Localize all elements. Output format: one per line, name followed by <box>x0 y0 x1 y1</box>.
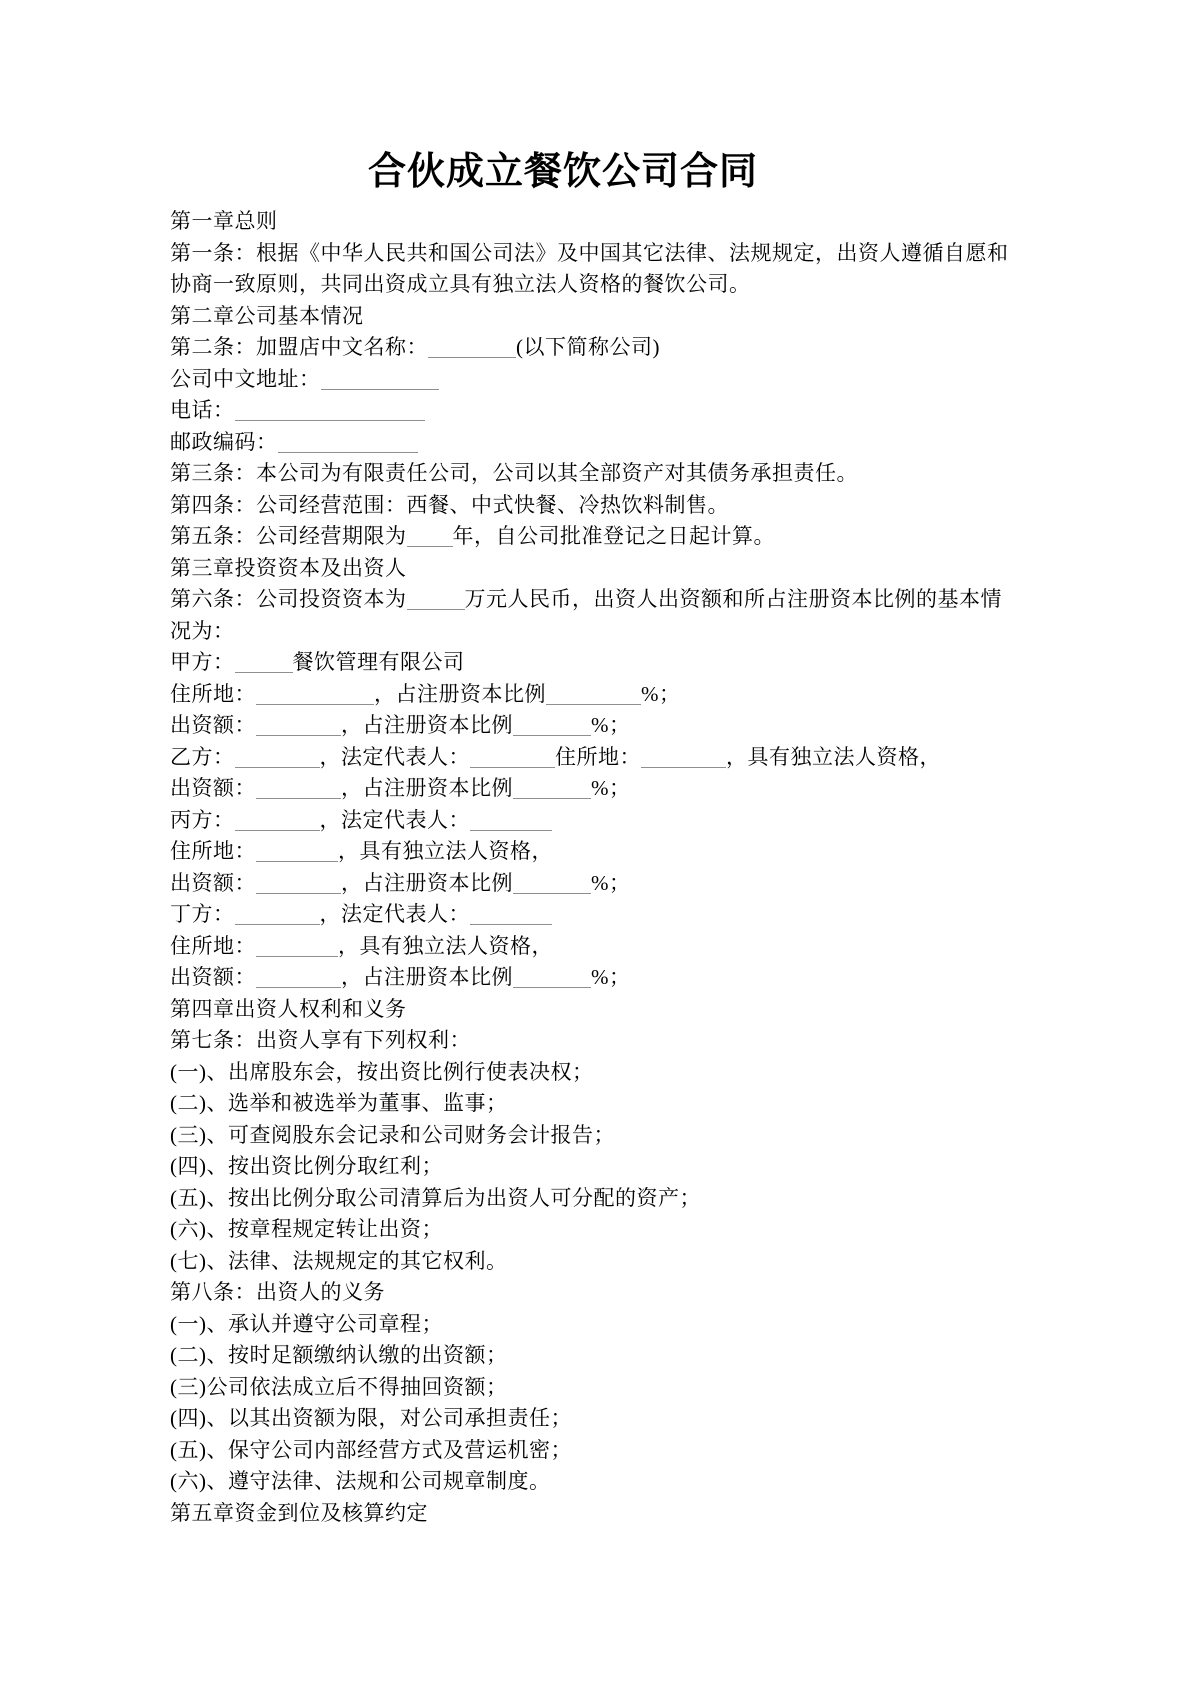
doc-line <box>170 1498 1020 1530</box>
doc-text: 第一章总则 <box>170 209 278 233</box>
doc-text: 第二章公司基本情况 <box>170 303 364 328</box>
blank-field <box>256 872 341 894</box>
doc-text: 住所地： <box>170 839 256 863</box>
doc-line <box>170 395 1020 427</box>
doc-line <box>170 836 1020 868</box>
doc-text: 乙方： <box>170 744 235 769</box>
doc-text: 出资额： <box>170 965 256 989</box>
doc-text: (七)、法律、法规规定的其它权利。 <box>170 1248 508 1273</box>
blank-field <box>235 746 320 768</box>
doc-text: ，占注册资本比例 <box>341 965 513 989</box>
blank-field <box>235 399 425 421</box>
doc-line <box>170 1120 1020 1152</box>
doc-text: (一)、出席股东会，按出资比例行使表决权； <box>170 1059 594 1084</box>
doc-text: 住所地： <box>170 681 256 706</box>
doc-line <box>170 427 1020 459</box>
doc-text: 第五章资金到位及核算约定 <box>170 1500 428 1525</box>
blank-field <box>470 746 555 768</box>
doc-line <box>170 679 1020 711</box>
doc-line <box>170 521 1020 553</box>
doc-text: ，法定代表人： <box>319 807 470 832</box>
blank-field <box>256 966 341 988</box>
doc-text: 出资额： <box>170 870 256 895</box>
doc-text: 公司中文地址： <box>170 366 321 391</box>
doc-text: 第七条：出资人享有下列权利： <box>170 1028 471 1052</box>
doc-line <box>170 332 1020 364</box>
blank-field <box>235 651 293 673</box>
doc-line <box>170 1025 1020 1057</box>
doc-line <box>170 1435 1020 1467</box>
blank-field <box>321 368 439 390</box>
doc-text: ，法定代表人： <box>319 744 470 769</box>
doc-text: 况为： <box>170 618 235 643</box>
doc-text: 第八条：出资人的义务 <box>170 1280 385 1304</box>
doc-text: 出资额： <box>170 713 256 737</box>
doc-line <box>170 899 1020 931</box>
doc-line <box>170 301 1020 333</box>
doc-text: 第四章出资人权利和义务 <box>170 996 407 1021</box>
doc-line <box>170 206 1020 238</box>
doc-text: (四)、以其出资额为限，对公司承担责任； <box>170 1406 572 1430</box>
blank-field <box>428 336 516 358</box>
doc-text: (三)、可查阅股东会记录和公司财务会计报告； <box>170 1122 615 1147</box>
blank-field <box>256 714 341 736</box>
blank-field <box>407 588 465 610</box>
doc-text: %； <box>591 713 631 737</box>
doc-text: %； <box>591 870 631 895</box>
doc-text: ，占注册资本比例 <box>341 776 513 800</box>
doc-text: 万元人民币，出资人出资额和所占注册资本比例的基本情 <box>464 587 1002 611</box>
doc-text: (三)公司依法成立后不得抽回资额； <box>170 1374 508 1399</box>
doc-line <box>170 553 1020 585</box>
doc-line <box>170 1309 1020 1341</box>
doc-line <box>170 868 1020 900</box>
doc-line <box>170 1277 1020 1309</box>
doc-text: (二)、选举和被选举为董事、监事； <box>170 1091 508 1115</box>
doc-text: 协商一致原则，共同出资成立具有独立法人资格的餐饮公司。 <box>170 272 751 296</box>
doc-text: (四)、按出资比例分取红利； <box>170 1154 443 1178</box>
doc-line <box>170 1214 1020 1246</box>
doc-line <box>170 1183 1020 1215</box>
doc-text: %； <box>591 776 631 800</box>
doc-line <box>170 1466 1020 1498</box>
doc-text: 甲方： <box>170 650 235 674</box>
doc-text: (五)、保守公司内部经营方式及营运机密； <box>170 1437 572 1462</box>
blank-field <box>513 872 591 894</box>
doc-text: ，占注册资本比例 <box>374 681 546 706</box>
blank-field <box>513 714 591 736</box>
doc-text: (五)、按出比例分取公司清算后为出资人可分配的资产； <box>170 1185 701 1210</box>
doc-text: 餐饮管理有限公司 <box>292 650 465 674</box>
doc-text: 住所地： <box>555 744 641 769</box>
blank-field <box>470 809 552 831</box>
doc-text: %； <box>591 965 631 989</box>
doc-text: 邮政编码： <box>170 429 278 454</box>
doc-line <box>170 1151 1020 1183</box>
doc-text: 住所地： <box>170 933 256 958</box>
doc-line <box>170 1372 1020 1404</box>
doc-line <box>170 742 1020 774</box>
doc-line <box>170 616 1020 648</box>
doc-line <box>170 994 1020 1026</box>
doc-line <box>170 1340 1020 1372</box>
doc-line <box>170 490 1020 522</box>
doc-line <box>170 1246 1020 1278</box>
doc-text: (一)、承认并遵守公司章程； <box>170 1311 443 1336</box>
doc-text: ，法定代表人： <box>319 902 470 926</box>
doc-line <box>170 458 1020 490</box>
document-body <box>170 206 1020 1529</box>
doc-line <box>170 1057 1020 1089</box>
doc-line <box>170 269 1020 301</box>
doc-line <box>170 773 1020 805</box>
doc-text: 出资额： <box>170 776 256 800</box>
doc-text: ，占注册资本比例 <box>341 713 513 737</box>
blank-field <box>407 525 453 547</box>
doc-text: 第三条：本公司为有限责任公司，公司以其全部资产对其债务承担责任。 <box>170 461 858 485</box>
doc-text: ，占注册资本比例 <box>341 870 513 895</box>
doc-text: 丙方： <box>170 807 235 832</box>
doc-text: 第五条：公司经营期限为 <box>170 524 407 548</box>
blank-field <box>256 777 341 799</box>
blank-field <box>513 966 591 988</box>
blank-field <box>235 809 320 831</box>
blank-field <box>235 903 320 925</box>
doc-text: ，具有独立法人资格， <box>338 933 553 958</box>
doc-text: 电话： <box>170 398 235 422</box>
doc-line <box>170 584 1020 616</box>
doc-line <box>170 238 1020 270</box>
doc-line <box>170 364 1020 396</box>
doc-text: 第一条：根据《中华人民共和国公司法》及中国其它法律、法规规定，出资人遵循自愿和 <box>170 240 1009 265</box>
doc-text: 丁方： <box>170 902 235 926</box>
blank-field <box>256 935 338 957</box>
blank-field <box>256 683 374 705</box>
document-page <box>170 146 1020 1529</box>
doc-line <box>170 1088 1020 1120</box>
doc-text: (六)、遵守法律、法规和公司规章制度。 <box>170 1469 551 1493</box>
blank-field <box>470 903 552 925</box>
doc-text: ，具有独立法人资格， <box>726 744 941 769</box>
blank-field <box>278 431 418 453</box>
doc-line <box>170 1403 1020 1435</box>
doc-text: 第六条：公司投资资本为 <box>170 587 407 611</box>
doc-text: 第三章投资资本及出资人 <box>170 555 407 580</box>
doc-line <box>170 710 1020 742</box>
doc-text: 第四条：公司经营范围：西餐、中式快餐、冷热饮料制售。 <box>170 492 729 517</box>
blank-field <box>641 746 726 768</box>
document-title: 合伙成立餐饮公司合同 <box>367 151 758 193</box>
blank-field <box>546 683 641 705</box>
doc-text: (二)、按时足额缴纳认缴的出资额； <box>170 1343 508 1367</box>
doc-text: %； <box>641 681 681 706</box>
doc-line <box>170 962 1020 994</box>
doc-text: (以下简称公司) <box>516 335 660 359</box>
doc-text: 第二条：加盟店中文名称： <box>170 335 428 359</box>
doc-text: (六)、按章程规定转让出资； <box>170 1217 443 1241</box>
doc-line <box>170 805 1020 837</box>
doc-line <box>170 647 1020 679</box>
blank-field <box>256 840 338 862</box>
doc-line <box>170 931 1020 963</box>
doc-text: ，具有独立法人资格， <box>338 839 553 863</box>
blank-field <box>513 777 591 799</box>
doc-text: 年，自公司批准登记之日起计算。 <box>452 524 775 548</box>
